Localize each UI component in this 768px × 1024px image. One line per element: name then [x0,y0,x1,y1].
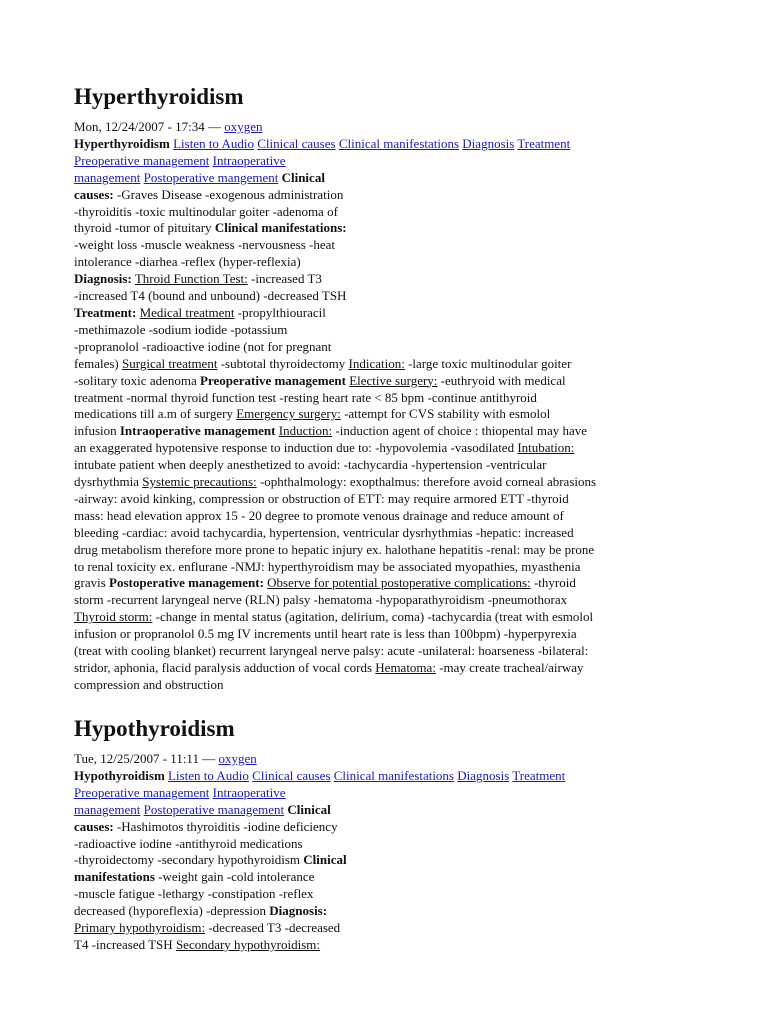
body-line [74,136,674,153]
body-text: -increased T4 (bound and unbound) -decreased TSH [74,288,347,304]
body-text: treatment -normal thyroid function test -resting heart rate < 85 bpm -continue antithyroid [74,389,537,405]
body-text: thyroid -tumor of pituitary [74,220,215,236]
body-text: -may create tracheal/airway [435,660,584,675]
article-body [74,136,674,694]
body-line [74,170,674,187]
article-hypothyroidism [74,715,674,954]
section-heading: Postoperative management: [109,575,264,591]
article-title: Hypothyroidism [74,716,235,741]
body-text: storm -recurrent laryngeal nerve (RLN) palsy -hematoma -hypoparathyroidism -pneumothorax [74,592,568,608]
post-date: Tue, 12/25/2007 - 11:11 [74,751,199,766]
section-heading: Diagnosis: [74,271,132,287]
link-listen-to-audio[interactable]: Listen to Audio [168,767,249,783]
body-line [74,660,674,677]
section-heading: Treatment: [74,304,137,320]
body-line [74,508,674,525]
author-link[interactable]: oxygen [224,119,263,134]
body-line [74,785,674,802]
body-text: -induction agent of choice : thiopental may have [332,423,588,439]
link-clinical-manifestations[interactable]: Clinical manifestations [338,135,460,151]
body-text: drug metabolism therefore more prone to hepatic injury ex. halothane hepatitis -renal: may be prone [74,541,595,557]
subsection-label: Thyroid storm: [74,609,153,625]
link-clinical-causes[interactable]: Clinical causes [252,767,331,783]
body-line [74,204,674,221]
link-preoperative-management[interactable]: Preoperative management [74,784,210,800]
body-text: -Graves Disease -exogenous administration [113,186,344,202]
link-clinical-manifestations[interactable]: Clinical manifestations [333,767,454,783]
meta-separator: — [204,119,225,134]
link-treatment[interactable]: Treatment [512,767,566,783]
section-heading: causes: [74,818,114,834]
body-line [74,768,674,785]
body-line [74,626,674,643]
body-line [74,457,674,474]
post-date: Mon, 12/24/2007 - 17:34 [74,119,205,134]
link-diagnosis[interactable]: Diagnosis [457,767,510,783]
body-line [74,305,674,322]
body-text: gravis [74,575,110,591]
body-line [74,937,674,954]
body-text: -propranolol -radioactive iodine (not for pregnant [74,338,332,354]
body-line [74,886,674,903]
subsection-label: Throid Function Test: [134,271,248,287]
body-line [74,920,674,937]
body-text: -propylthiouracil [234,304,326,320]
body-text: -thyroidectomy -secondary hypothyroidism [74,852,304,868]
link-intraoperative[interactable]: Intraoperative [212,784,286,800]
body-text: (treat with cooling blanket) recurrent laryngeal nerve palsy: acute -unilateral: hoarseness -bilateral: [74,643,589,659]
body-line [74,525,674,542]
body-line [74,356,674,373]
body-text: dysrhythmia [74,474,143,490]
body-text: -subtotal thyroidectomy [217,355,349,371]
subsection-label: Medical treatment [139,304,235,320]
subsection-label: Emergency surgery: [236,406,341,422]
body-line [74,491,674,508]
section-heading: Intraoperative management [119,423,276,439]
body-text: to renal toxicity ex. enflurane -NMJ: hyperthyroidism may be associated myopathies, myasthenia [74,558,581,574]
section-heading: Diagnosis: [269,903,328,919]
body-line [74,153,674,170]
body-text: -change in mental status (agitation, delirium, coma) -tachycardia (treat with esmolol [152,609,594,625]
author-link[interactable]: oxygen [218,751,257,766]
body-text: medications till a.m of surgery [74,406,237,422]
section-heading: Hypothyroidism [74,767,165,783]
body-line [74,592,674,609]
body-line [74,406,674,423]
body-text: -thyroiditis -toxic multinodular goiter -adenoma of [74,203,338,219]
subsection-label: Systemic precautions: [142,474,257,490]
body-text: infusion or propranolol 0.5 mg IV increments until heart rate is less than 100bpm) -hyperpyrexia [74,626,577,642]
body-text: -increased T3 [247,271,322,287]
body-text: -large toxic multinodular goiter [404,355,572,371]
body-line [74,373,674,390]
body-line [74,474,674,491]
body-line [74,677,674,694]
body-line [74,187,674,204]
section-heading: Hyperthyroidism [74,135,170,151]
body-line [74,254,674,271]
body-text: -attempt for CVS stability with esmolol [340,406,551,422]
body-line [74,423,674,440]
subsection-label: Primary hypothyroidism: [74,920,206,936]
body-text: -thyroid [530,575,576,591]
link-preoperative-management[interactable]: Preoperative management [74,152,210,168]
article-body [74,768,674,954]
section-heading: Clinical [287,801,331,817]
subsection-label: Surgical treatment [122,355,218,371]
link-clinical-causes[interactable]: Clinical causes [257,135,336,151]
body-line [74,819,674,836]
body-text: compression and obstruction [74,676,224,692]
body-text: -ophthalmology: exopthalmus: therefore avoid corneal abrasions [256,474,597,490]
link-diagnosis[interactable]: Diagnosis [462,135,515,151]
link-postoperative-management[interactable]: Postoperative management [143,801,285,817]
section-heading: Clinical [281,169,325,185]
subsection-label: Induction: [278,423,333,439]
body-text: intubate patient when deeply anesthetized to avoid: -tachycardia -hypertension -ventricular [74,457,547,473]
article-meta [74,751,674,768]
section-heading: Clinical manifestations: [214,220,347,236]
subsection-label: Elective surgery: [349,372,438,388]
body-line [74,220,674,237]
article-meta [74,119,674,136]
body-text: -euthryoid with medical [437,372,566,388]
body-line [74,575,674,592]
body-text: -muscle fatigue -lethargy -constipation -reflex [74,886,314,902]
body-text: stridor, aphonia, flacid paralysis adduction of vocal cords [74,660,376,675]
body-text: -methimazole -sodium iodide -potassium [74,321,288,337]
section-heading: manifestations [74,869,155,885]
body-line [74,542,674,559]
body-text: intolerance -diarhea -reflex (hyper-reflexia) [74,254,301,270]
body-text: infusion [74,423,120,439]
body-line [74,271,674,288]
section-heading: Preoperative management [200,372,346,388]
body-text: females) [74,355,123,371]
section-heading: causes: [74,186,114,202]
link-treatment[interactable]: Treatment [517,135,571,151]
body-text: -decreased T3 -decreased [205,920,341,936]
subsection-label: Hematoma: [375,660,436,675]
body-text: -airway: avoid kinking, compression or obstruction of ETT: may require armored ETT -thyroid [74,490,569,506]
link-intraoperative[interactable]: Intraoperative [212,152,286,168]
body-line [74,903,674,920]
body-text: -radioactive iodine -antithyroid medications [74,835,303,851]
body-line [74,559,674,576]
body-line [74,288,674,305]
body-text: an exaggerated hypotensive response to induction due to: -hypovolemia -vasodilated [74,440,518,456]
body-text: bleeding -cardiac: avoid tachycardia, hypertension, ventricular dysrhythmias -hepatic: increased [74,524,574,540]
body-line [74,852,674,869]
meta-separator: — [198,751,219,766]
article-hyperthyroidism [74,83,674,694]
body-text: mass: head elevation approx 15 - 20 degree to promote venous drainage and reduce amount of [74,507,564,523]
body-line [74,869,674,886]
subsection-label: Secondary hypothyroidism: [175,936,321,952]
subsection-label: Observe for potential postoperative complications: [267,575,531,591]
body-text: -weight gain -cold intolerance [154,869,315,885]
article-title: Hyperthyroidism [74,84,244,109]
link-postoperative-mangement[interactable]: Postoperative mangement [143,169,279,185]
link-management[interactable]: management [74,801,141,817]
body-text: T4 -increased TSH [74,936,176,952]
subsection-label: Indication: [348,355,405,371]
section-heading: Clinical [303,852,347,868]
body-line [74,802,674,819]
body-line [74,322,674,339]
body-text: -weight loss -muscle weakness -nervousness -heat [74,237,336,253]
subsection-label: Intubation: [517,440,575,456]
body-line [74,237,674,254]
body-line [74,390,674,407]
body-text: decreased (hyporeflexia) -depression [74,903,270,919]
body-line [74,836,674,853]
body-line [74,339,674,356]
link-listen-to-audio[interactable]: Listen to Audio [173,135,254,151]
body-line [74,440,674,457]
body-line [74,609,674,626]
body-text: -Hashimotos thyroiditis -iodine deficiency [113,818,338,834]
body-line [74,643,674,660]
link-management[interactable]: management [74,169,141,185]
body-text: -solitary toxic adenoma [74,372,200,388]
